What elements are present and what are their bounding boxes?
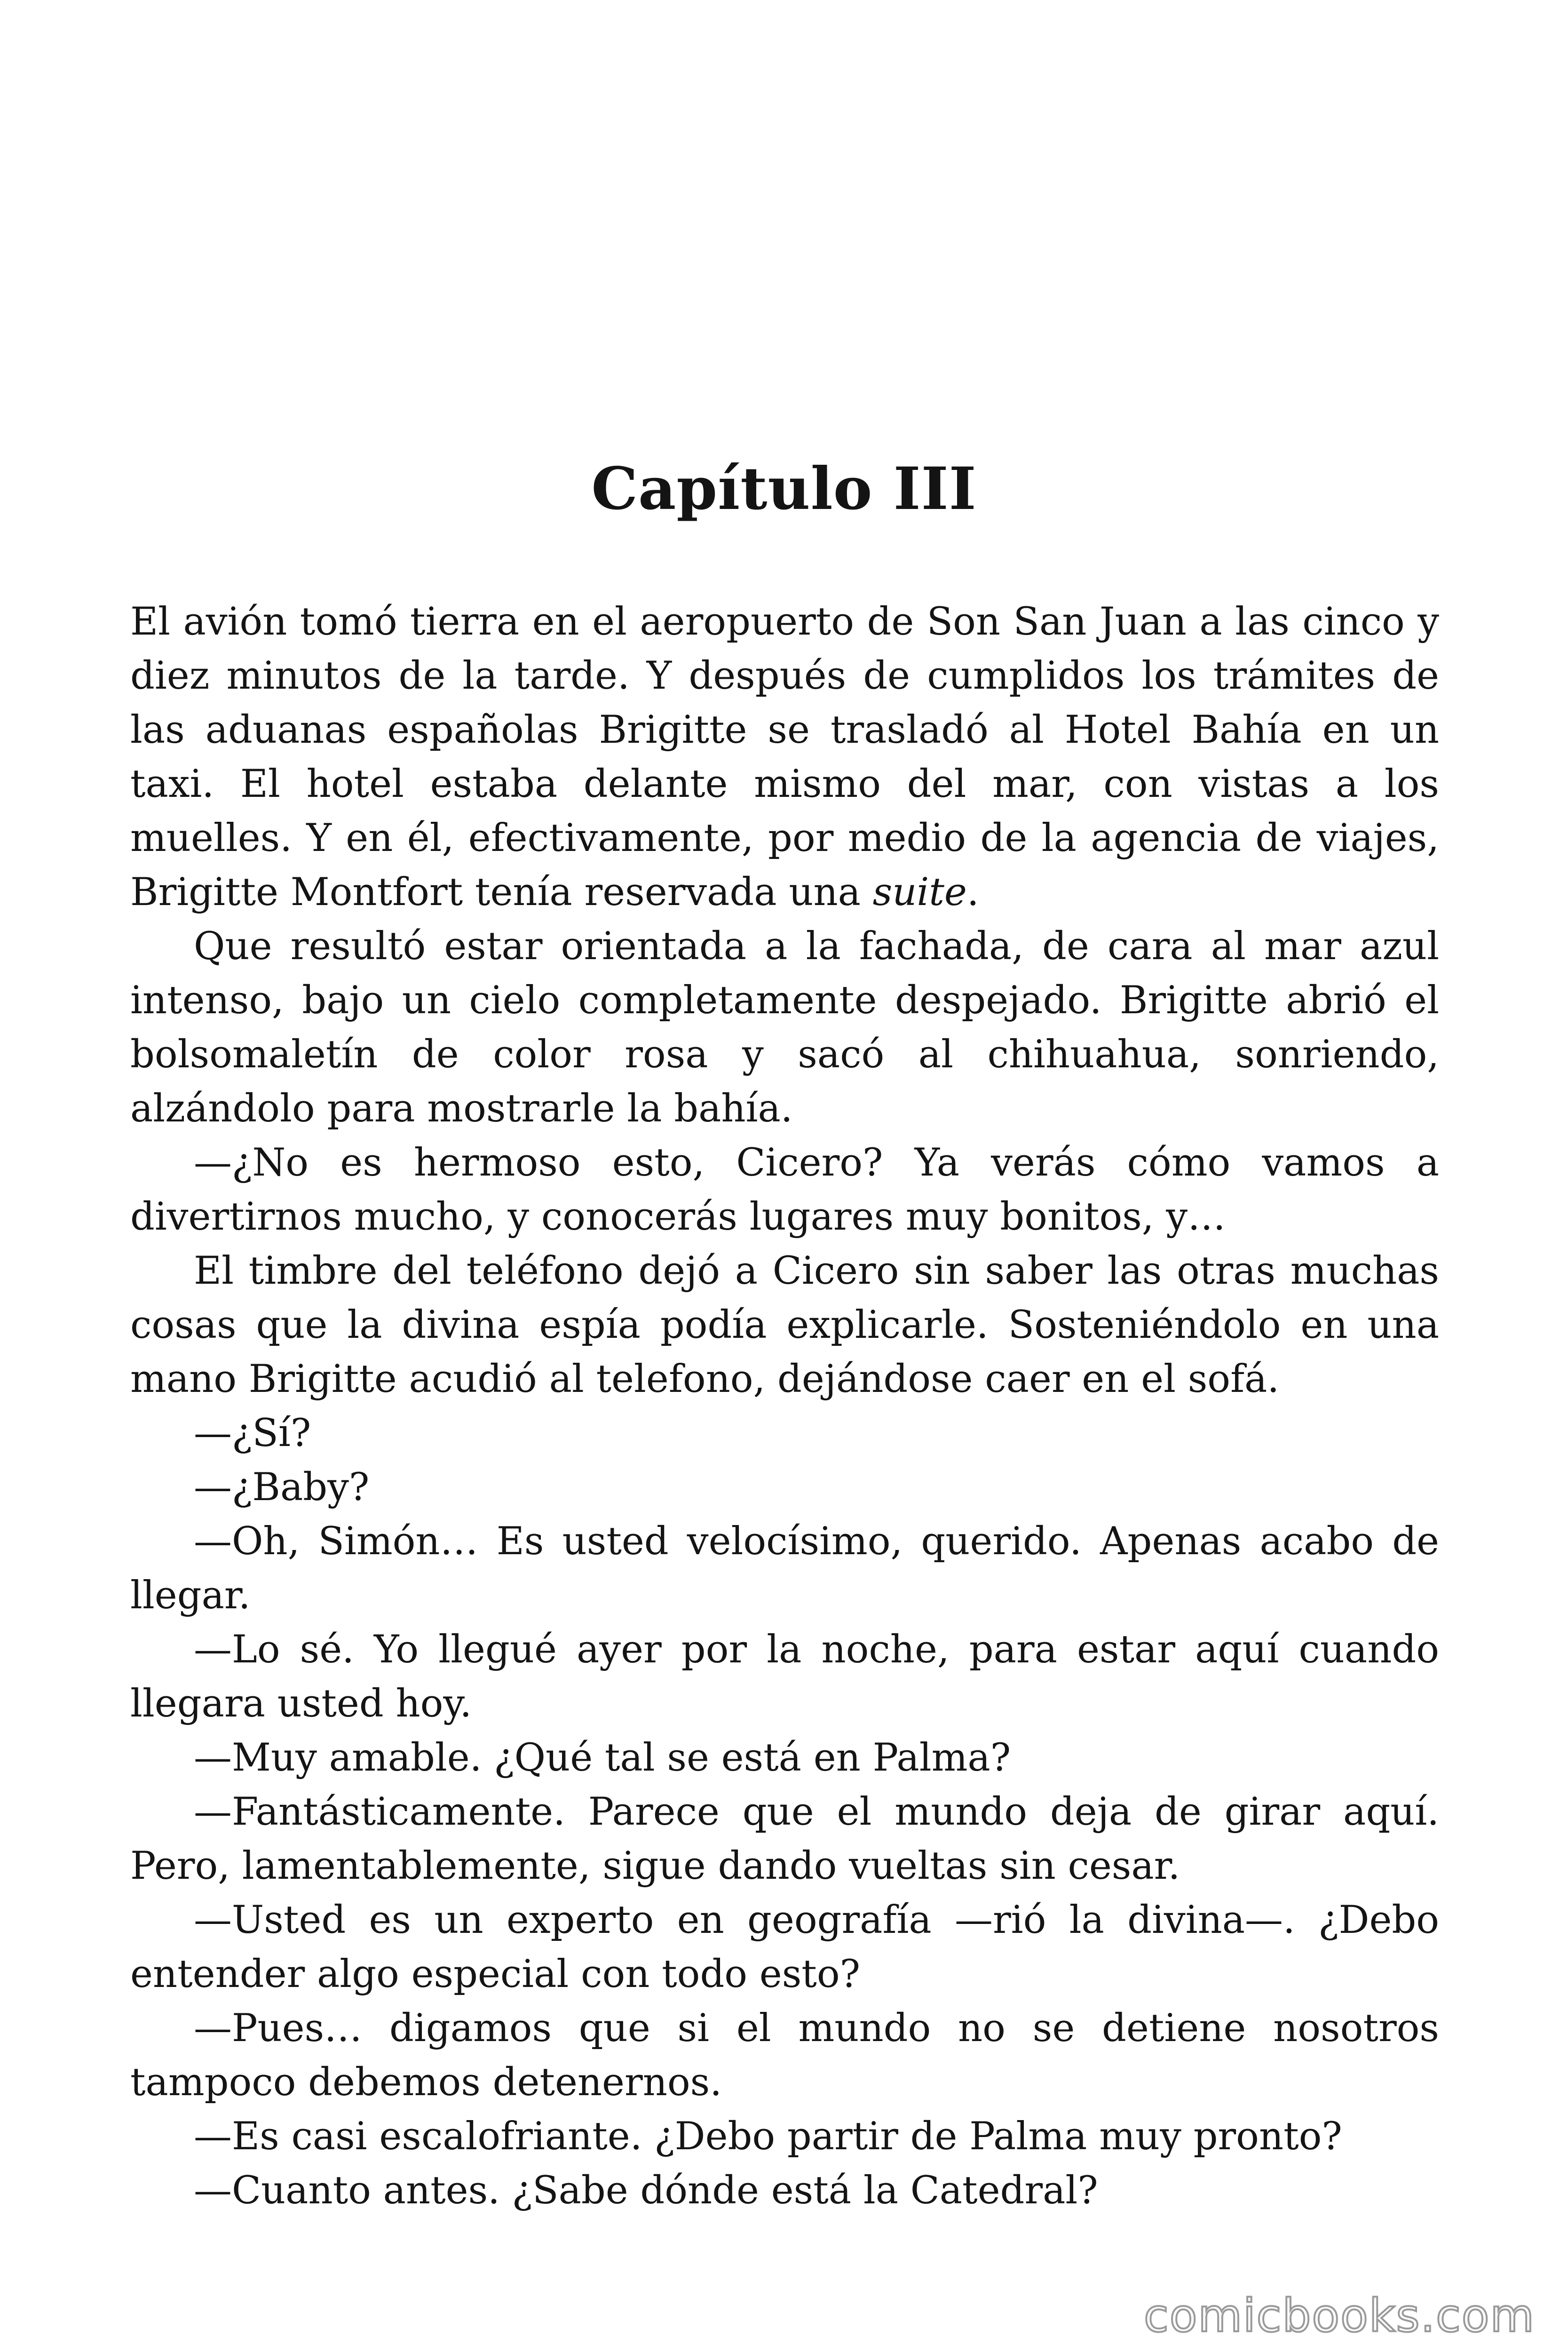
italic-word: suite — [872, 870, 967, 914]
dialogue-line: —¿Sí? — [194, 1411, 311, 1455]
dialogue-line: —¿Baby? — [194, 1465, 370, 1510]
dialogue-line: —Usted es un experto en geografía —rió la divina—. ¿Debo entender algo especial con todo esto? — [130, 1898, 1439, 1996]
paragraph-1 — [130, 595, 1439, 920]
dialogue-line: —Lo sé. Yo llegué ayer por la noche, para estar aquí cuando llegara usted hoy. — [130, 1628, 1439, 1726]
paragraph-text: . — [966, 870, 979, 914]
chapter-body — [130, 595, 1439, 2218]
dialogue-line: —Cuanto antes. ¿Sabe dónde está la Catedral? — [194, 2169, 1098, 2213]
dialogue-line: —Fantásticamente. Parece que el mundo deja de girar aquí. Pero, lamentablemente, sigue dando vueltas sin cesar. — [130, 1790, 1439, 1888]
watermark-logo: comicbooks.com — [1143, 2289, 1535, 2342]
chapter-title: Capítulo III — [591, 455, 977, 523]
dialogue-line: —Oh, Simón… Es usted velocísimo, querido. Apenas acabo de llegar. — [130, 1519, 1439, 1618]
dialogue-line: —Es casi escalofriante. ¿Debo partir de Palma muy pronto? — [194, 2114, 1342, 2159]
paragraph-4: El timbre del teléfono dejó a Cicero sin saber las otras muchas cosas que la divina espía podía explicarle. Sosteniéndolo en una mano Brigitte acudió al telefono, dejándose caer en el sofá. — [130, 1249, 1439, 1401]
dialogue-line: —Pues… digamos que si el mundo no se detiene nosotros tampoco debemos detenernos. — [130, 2006, 1439, 2105]
paragraph-text: El avión tomó tierra en el aeropuerto de Son San Juan a las cinco y diez minutos de la tarde. Y después de cumplidos los trámites de las aduanas españolas Brigitte se trasladó al Hotel Bahía en un taxi. El hotel estaba delante mismo del mar, con vistas a los muelles. Y en él, efectivamente, por medio de la agencia de viajes, Brigitte Montfort tenía reservada una — [130, 600, 1439, 914]
dialogue-line: —Muy amable. ¿Qué tal se está en Palma? — [194, 1736, 1011, 1780]
dialogue-line: —¿No es hermoso esto, Cicero? Ya verás cómo vamos a divertirnos mucho, y conocerás lugares muy bonitos, y… — [130, 1141, 1439, 1239]
paragraph-2: Que resultó estar orientada a la fachada, de cara al mar azul intenso, bajo un cielo completamente despejado. Brigitte abrió el bolsomaletín de color rosa y sacó al chihuahua, sonriendo, alzándolo para mostrarle la bahía. — [130, 924, 1439, 1131]
